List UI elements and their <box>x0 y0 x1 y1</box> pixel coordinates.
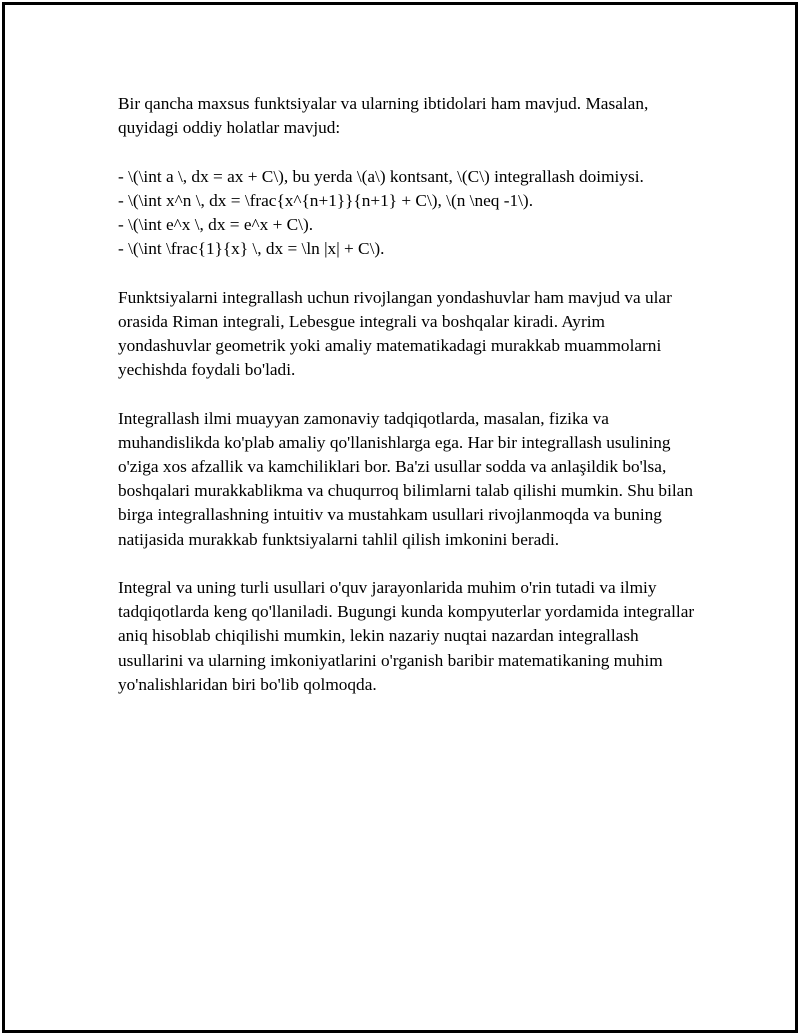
formula-constant: - \(\int a \, dx = ax + C\), bu yerda \(a\) kontsant, \(C\) integrallash doimiysi. <box>118 166 644 186</box>
formula-exponential: - \(\int e^x \, dx = e^x + C\). <box>118 215 314 234</box>
intro-paragraph: Bir qancha maxsus funktsiyalar va ularning ibtidolari ham mavjud. Masalan, quyidagi oddiy holatlar mavjud: <box>118 94 649 138</box>
approaches-paragraph: Funktsiyalarni integrallash uchun rivojlangan yondashuvlar ham mavjud va ular orasida Riman integrali, Lebesgue integrali va boshqalar kiradi. Ayrim yondashuvlar geometrik yoki amaliy matematikadagi murakkab muammolarni yechishda foydali bo'ladi. <box>118 287 672 380</box>
document-body <box>118 92 698 721</box>
formula-list <box>118 165 698 262</box>
applications-paragraph: Integrallash ilmi muayyan zamonaviy tadqiqotlarda, masalan, fizika va muhandislikda ko'plab amaliy qo'llanishlarga ega. Har bir integrallash usulining o'ziga xos afzallik va kamchiliklari bor. Ba'zi usullar sodda va anlaşildik bo'lsa, boshqalari murakkablikma va chuqurroq bilimlarni talab qilishi mumkin. Shu bilan birga integrallashning intuitiv va mustahkam usullari rivojlanmoqda va buning natijasida murakkab funktsiyalarni tahlil qilish imkonini beradi. <box>118 408 693 549</box>
formula-reciprocal: - \(\int \frac{1}{x} \, dx = \ln |x| + C\). <box>118 239 385 259</box>
formula-power: - \(\int x^n \, dx = \frac{x^{n+1}}{n+1} + C\), \(n \neq -1\). <box>118 190 534 210</box>
education-paragraph: Integral va uning turli usullari o'quv jarayonlarida muhim o'rin tutadi va ilmiy tadqiqotlarda keng qo'llaniladi. Bugungi kunda kompyuterlar yordamida integrallar aniq hisoblab chiqilishi mumkin, lekin nazariy nuqtai nazardan integrallash usullarini va ularning imkoniyatlarini o'rganish baribir matematikaning muhim yo'nalishlaridan biri bo'lib qolmoqda. <box>118 578 695 694</box>
